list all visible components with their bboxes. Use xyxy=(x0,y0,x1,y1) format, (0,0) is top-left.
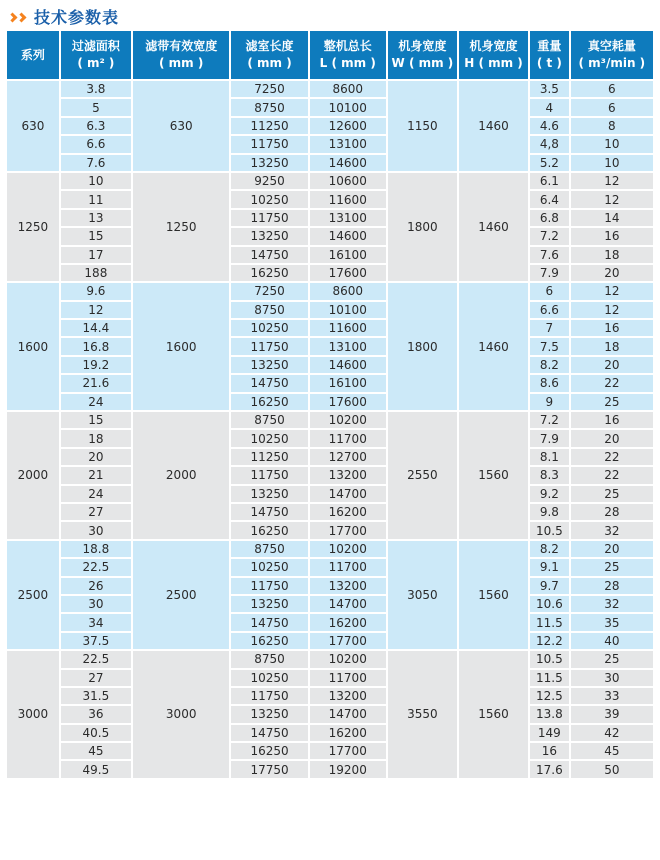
cell-vacuum: 12 xyxy=(570,172,654,190)
cell-body-width-h: 1460 xyxy=(458,80,529,172)
cell-filter-area: 24 xyxy=(60,393,132,411)
cell-total-length: 17600 xyxy=(309,264,387,282)
cell-weight: 10.5 xyxy=(529,521,570,539)
cell-filter-area: 7.6 xyxy=(60,154,132,172)
page-title: 技术参数表 xyxy=(34,8,120,27)
cell-belt-width: 630 xyxy=(132,80,231,172)
cell-series: 3000 xyxy=(6,650,60,779)
cell-filter-area: 10 xyxy=(60,172,132,190)
cell-vacuum: 22 xyxy=(570,374,654,392)
cell-total-length: 13100 xyxy=(309,135,387,153)
double-chevron-icon xyxy=(9,14,27,21)
cell-chamber-length: 13250 xyxy=(230,705,308,723)
header-label: 滤带有效宽度 xyxy=(145,39,218,54)
cell-vacuum: 45 xyxy=(570,742,654,760)
cell-vacuum: 6 xyxy=(570,98,654,116)
table-row xyxy=(6,356,654,374)
cell-chamber-length: 11750 xyxy=(230,577,308,595)
cell-total-length: 8600 xyxy=(309,282,387,300)
cell-weight: 8.3 xyxy=(529,466,570,484)
cell-total-length: 17600 xyxy=(309,393,387,411)
cell-body-width-h: 1460 xyxy=(458,282,529,411)
cell-vacuum: 39 xyxy=(570,705,654,723)
cell-vacuum: 42 xyxy=(570,724,654,742)
table-row xyxy=(6,246,654,264)
cell-chamber-length: 13250 xyxy=(230,356,308,374)
cell-series: 630 xyxy=(6,80,60,172)
header-row xyxy=(6,30,654,80)
cell-vacuum: 33 xyxy=(570,687,654,705)
table-row xyxy=(6,448,654,466)
cell-vacuum: 18 xyxy=(570,337,654,355)
cell-vacuum: 22 xyxy=(570,448,654,466)
table-row xyxy=(6,540,654,558)
cell-filter-area: 11 xyxy=(60,190,132,208)
cell-belt-width: 2000 xyxy=(132,411,231,540)
cell-weight: 6.6 xyxy=(529,301,570,319)
table-row xyxy=(6,319,654,337)
cell-filter-area: 12 xyxy=(60,301,132,319)
cell-chamber-length: 17750 xyxy=(230,760,308,778)
table-row xyxy=(6,117,654,135)
cell-body-width-w: 1800 xyxy=(387,172,458,282)
cell-weight: 8.1 xyxy=(529,448,570,466)
cell-chamber-length: 11250 xyxy=(230,117,308,135)
cell-total-length: 10600 xyxy=(309,172,387,190)
cell-total-length: 13100 xyxy=(309,209,387,227)
cell-vacuum: 30 xyxy=(570,669,654,687)
cell-total-length: 11600 xyxy=(309,319,387,337)
cell-vacuum: 12 xyxy=(570,190,654,208)
table-row xyxy=(6,687,654,705)
cell-filter-area: 13 xyxy=(60,209,132,227)
table-row xyxy=(6,669,654,687)
cell-total-length: 14600 xyxy=(309,356,387,374)
cell-filter-area: 15 xyxy=(60,227,132,245)
cell-chamber-length: 13250 xyxy=(230,227,308,245)
header-unit: L ( mm ) xyxy=(319,56,376,70)
cell-weight: 11.5 xyxy=(529,613,570,631)
table-row xyxy=(6,209,654,227)
cell-chamber-length: 11750 xyxy=(230,135,308,153)
table-row xyxy=(6,411,654,429)
cell-total-length: 17700 xyxy=(309,742,387,760)
cell-total-length: 16100 xyxy=(309,374,387,392)
cell-chamber-length: 11750 xyxy=(230,337,308,355)
table-row xyxy=(6,98,654,116)
cell-weight: 12.5 xyxy=(529,687,570,705)
cell-total-length: 12600 xyxy=(309,117,387,135)
table-row xyxy=(6,760,654,778)
cell-weight: 3.5 xyxy=(529,80,570,98)
cell-vacuum: 18 xyxy=(570,246,654,264)
cell-filter-area: 49.5 xyxy=(60,760,132,778)
cell-filter-area: 30 xyxy=(60,521,132,539)
cell-weight: 149 xyxy=(529,724,570,742)
col-header-body-width-h xyxy=(458,30,529,80)
table-row xyxy=(6,724,654,742)
cell-weight: 10.5 xyxy=(529,650,570,668)
cell-filter-area: 19.2 xyxy=(60,356,132,374)
cell-chamber-length: 11750 xyxy=(230,209,308,227)
table-row xyxy=(6,264,654,282)
cell-chamber-length: 16250 xyxy=(230,393,308,411)
cell-filter-area: 30 xyxy=(60,595,132,613)
cell-filter-area: 37.5 xyxy=(60,632,132,650)
cell-total-length: 10100 xyxy=(309,98,387,116)
cell-filter-area: 5 xyxy=(60,98,132,116)
cell-total-length: 12700 xyxy=(309,448,387,466)
table-row xyxy=(6,301,654,319)
cell-chamber-length: 9250 xyxy=(230,172,308,190)
cell-vacuum: 25 xyxy=(570,650,654,668)
cell-vacuum: 20 xyxy=(570,540,654,558)
cell-vacuum: 22 xyxy=(570,466,654,484)
cell-filter-area: 6.6 xyxy=(60,135,132,153)
cell-weight: 4.6 xyxy=(529,117,570,135)
section-title xyxy=(0,0,660,29)
cell-vacuum: 25 xyxy=(570,558,654,576)
cell-weight: 5.2 xyxy=(529,154,570,172)
cell-weight: 13.8 xyxy=(529,705,570,723)
cell-chamber-length: 8750 xyxy=(230,540,308,558)
cell-filter-area: 16.8 xyxy=(60,337,132,355)
cell-chamber-length: 10250 xyxy=(230,558,308,576)
cell-vacuum: 25 xyxy=(570,393,654,411)
header-unit: ( m² ) xyxy=(77,56,115,70)
cell-weight: 8.6 xyxy=(529,374,570,392)
cell-filter-area: 21.6 xyxy=(60,374,132,392)
header-unit: ( t ) xyxy=(536,56,562,70)
cell-vacuum: 16 xyxy=(570,227,654,245)
cell-vacuum: 12 xyxy=(570,301,654,319)
cell-vacuum: 12 xyxy=(570,282,654,300)
cell-total-length: 11700 xyxy=(309,558,387,576)
cell-total-length: 16100 xyxy=(309,246,387,264)
cell-total-length: 11700 xyxy=(309,429,387,447)
cell-chamber-length: 11750 xyxy=(230,687,308,705)
cell-body-width-w: 3550 xyxy=(387,650,458,779)
cell-total-length: 10100 xyxy=(309,301,387,319)
cell-chamber-length: 13250 xyxy=(230,595,308,613)
cell-filter-area: 22.5 xyxy=(60,558,132,576)
table-row xyxy=(6,154,654,172)
cell-chamber-length: 14750 xyxy=(230,613,308,631)
cell-filter-area: 18.8 xyxy=(60,540,132,558)
cell-filter-area: 31.5 xyxy=(60,687,132,705)
cell-filter-area: 188 xyxy=(60,264,132,282)
header-label: 整机总长 xyxy=(323,39,372,54)
cell-body-width-h: 1560 xyxy=(458,650,529,779)
cell-total-length: 19200 xyxy=(309,760,387,778)
col-header-series xyxy=(6,30,60,80)
cell-weight: 9.7 xyxy=(529,577,570,595)
cell-filter-area: 27 xyxy=(60,669,132,687)
header-unit: ( m³/min ) xyxy=(578,56,646,70)
cell-filter-area: 22.5 xyxy=(60,650,132,668)
cell-chamber-length: 10250 xyxy=(230,319,308,337)
cell-belt-width: 1600 xyxy=(132,282,231,411)
table-row xyxy=(6,429,654,447)
cell-chamber-length: 16250 xyxy=(230,521,308,539)
table-row xyxy=(6,374,654,392)
cell-chamber-length: 8750 xyxy=(230,98,308,116)
table-row xyxy=(6,135,654,153)
header-unit: ( mm ) xyxy=(247,56,292,70)
col-header-total-length xyxy=(309,30,387,80)
cell-filter-area: 9.6 xyxy=(60,282,132,300)
cell-chamber-length: 14750 xyxy=(230,724,308,742)
table-row xyxy=(6,650,654,668)
cell-chamber-length: 10250 xyxy=(230,190,308,208)
table-row xyxy=(6,503,654,521)
cell-chamber-length: 10250 xyxy=(230,429,308,447)
table-row xyxy=(6,466,654,484)
cell-chamber-length: 14750 xyxy=(230,374,308,392)
cell-total-length: 10200 xyxy=(309,540,387,558)
cell-chamber-length: 7250 xyxy=(230,282,308,300)
cell-chamber-length: 8750 xyxy=(230,301,308,319)
cell-filter-area: 6.3 xyxy=(60,117,132,135)
cell-total-length: 14700 xyxy=(309,705,387,723)
cell-weight: 16 xyxy=(529,742,570,760)
cell-total-length: 14600 xyxy=(309,154,387,172)
cell-weight: 7.9 xyxy=(529,429,570,447)
cell-chamber-length: 13250 xyxy=(230,485,308,503)
cell-filter-area: 18 xyxy=(60,429,132,447)
cell-series: 2500 xyxy=(6,540,60,650)
header-label: 机身宽度 xyxy=(398,39,447,54)
cell-weight: 9.8 xyxy=(529,503,570,521)
cell-total-length: 10200 xyxy=(309,650,387,668)
cell-weight: 10.6 xyxy=(529,595,570,613)
cell-chamber-length: 8750 xyxy=(230,411,308,429)
cell-filter-area: 17 xyxy=(60,246,132,264)
cell-filter-area: 24 xyxy=(60,485,132,503)
header-label: 真空耗量 xyxy=(587,39,636,54)
cell-vacuum: 20 xyxy=(570,429,654,447)
cell-weight: 6.1 xyxy=(529,172,570,190)
cell-total-length: 13200 xyxy=(309,577,387,595)
cell-chamber-length: 14750 xyxy=(230,246,308,264)
cell-filter-area: 36 xyxy=(60,705,132,723)
cell-filter-area: 21 xyxy=(60,466,132,484)
cell-filter-area: 45 xyxy=(60,742,132,760)
cell-weight: 7 xyxy=(529,319,570,337)
cell-vacuum: 20 xyxy=(570,356,654,374)
cell-filter-area: 27 xyxy=(60,503,132,521)
col-header-filter-area xyxy=(60,30,132,80)
cell-total-length: 16200 xyxy=(309,613,387,631)
cell-weight: 11.5 xyxy=(529,669,570,687)
col-header-weight xyxy=(529,30,570,80)
cell-weight: 7.6 xyxy=(529,246,570,264)
table-row xyxy=(6,558,654,576)
cell-weight: 4,8 xyxy=(529,135,570,153)
cell-vacuum: 8 xyxy=(570,117,654,135)
cell-weight: 9.1 xyxy=(529,558,570,576)
table-row xyxy=(6,577,654,595)
cell-total-length: 13200 xyxy=(309,687,387,705)
cell-chamber-length: 11750 xyxy=(230,466,308,484)
header-unit: W ( mm ) xyxy=(391,56,454,70)
table-row xyxy=(6,337,654,355)
spec-table xyxy=(5,29,655,780)
table-row xyxy=(6,190,654,208)
header-label: 重量 xyxy=(537,39,562,54)
cell-chamber-length: 14750 xyxy=(230,503,308,521)
table-row xyxy=(6,227,654,245)
col-header-belt-width xyxy=(132,30,231,80)
cell-vacuum: 20 xyxy=(570,264,654,282)
cell-weight: 17.6 xyxy=(529,760,570,778)
cell-weight: 8.2 xyxy=(529,356,570,374)
cell-body-width-w: 1150 xyxy=(387,80,458,172)
cell-body-width-w: 3050 xyxy=(387,540,458,650)
header-label: 机身宽度 xyxy=(469,39,518,54)
cell-weight: 9 xyxy=(529,393,570,411)
cell-filter-area: 3.8 xyxy=(60,80,132,98)
cell-weight: 6.8 xyxy=(529,209,570,227)
table-row xyxy=(6,595,654,613)
cell-chamber-length: 7250 xyxy=(230,80,308,98)
cell-belt-width: 3000 xyxy=(132,650,231,779)
cell-vacuum: 16 xyxy=(570,319,654,337)
header-unit: H ( mm ) xyxy=(464,56,523,70)
header-label: 滤室长度 xyxy=(245,39,294,54)
cell-filter-area: 14.4 xyxy=(60,319,132,337)
cell-filter-area: 15 xyxy=(60,411,132,429)
cell-belt-width: 1250 xyxy=(132,172,231,282)
cell-weight: 8.2 xyxy=(529,540,570,558)
cell-body-width-h: 1560 xyxy=(458,411,529,540)
table-row xyxy=(6,613,654,631)
cell-weight: 9.2 xyxy=(529,485,570,503)
cell-total-length: 17700 xyxy=(309,632,387,650)
cell-chamber-length: 11250 xyxy=(230,448,308,466)
cell-total-length: 14600 xyxy=(309,227,387,245)
cell-body-width-h: 1560 xyxy=(458,540,529,650)
cell-vacuum: 16 xyxy=(570,411,654,429)
cell-total-length: 14700 xyxy=(309,595,387,613)
col-header-vacuum xyxy=(570,30,654,80)
header-unit: ( mm ) xyxy=(159,56,204,70)
col-header-chamber-length xyxy=(230,30,308,80)
table-row xyxy=(6,485,654,503)
cell-series: 1600 xyxy=(6,282,60,411)
cell-total-length: 17700 xyxy=(309,521,387,539)
spec-table-body xyxy=(6,80,654,779)
cell-weight: 7.5 xyxy=(529,337,570,355)
cell-series: 1250 xyxy=(6,172,60,282)
cell-chamber-length: 16250 xyxy=(230,632,308,650)
cell-weight: 4 xyxy=(529,98,570,116)
cell-chamber-length: 16250 xyxy=(230,264,308,282)
cell-filter-area: 34 xyxy=(60,613,132,631)
table-row xyxy=(6,521,654,539)
table-row xyxy=(6,632,654,650)
cell-total-length: 16200 xyxy=(309,503,387,521)
cell-vacuum: 35 xyxy=(570,613,654,631)
table-row xyxy=(6,80,654,98)
cell-vacuum: 10 xyxy=(570,154,654,172)
cell-vacuum: 28 xyxy=(570,577,654,595)
cell-chamber-length: 10250 xyxy=(230,669,308,687)
cell-total-length: 10200 xyxy=(309,411,387,429)
cell-body-width-w: 2550 xyxy=(387,411,458,540)
cell-filter-area: 20 xyxy=(60,448,132,466)
cell-body-width-h: 1460 xyxy=(458,172,529,282)
header-label: 过滤面积 xyxy=(71,39,120,54)
cell-series: 2000 xyxy=(6,411,60,540)
cell-weight: 6.4 xyxy=(529,190,570,208)
cell-vacuum: 32 xyxy=(570,521,654,539)
table-row xyxy=(6,172,654,190)
cell-filter-area: 40.5 xyxy=(60,724,132,742)
table-row xyxy=(6,742,654,760)
table-row xyxy=(6,282,654,300)
cell-weight: 7.2 xyxy=(529,227,570,245)
cell-belt-width: 2500 xyxy=(132,540,231,650)
cell-weight: 12.2 xyxy=(529,632,570,650)
cell-vacuum: 6 xyxy=(570,80,654,98)
cell-total-length: 8600 xyxy=(309,80,387,98)
chevron-icon xyxy=(17,12,27,22)
cell-total-length: 11600 xyxy=(309,190,387,208)
cell-vacuum: 25 xyxy=(570,485,654,503)
table-row xyxy=(6,705,654,723)
cell-weight: 6 xyxy=(529,282,570,300)
cell-filter-area: 26 xyxy=(60,577,132,595)
col-header-body-width-w xyxy=(387,30,458,80)
cell-vacuum: 40 xyxy=(570,632,654,650)
header-label: 系列 xyxy=(20,47,45,62)
cell-vacuum: 32 xyxy=(570,595,654,613)
cell-vacuum: 50 xyxy=(570,760,654,778)
cell-vacuum: 14 xyxy=(570,209,654,227)
cell-total-length: 14700 xyxy=(309,485,387,503)
cell-chamber-length: 8750 xyxy=(230,650,308,668)
cell-vacuum: 10 xyxy=(570,135,654,153)
cell-total-length: 16200 xyxy=(309,724,387,742)
cell-weight: 7.2 xyxy=(529,411,570,429)
cell-weight: 7.9 xyxy=(529,264,570,282)
cell-total-length: 13100 xyxy=(309,337,387,355)
table-row xyxy=(6,393,654,411)
cell-chamber-length: 13250 xyxy=(230,154,308,172)
cell-body-width-w: 1800 xyxy=(387,282,458,411)
cell-total-length: 13200 xyxy=(309,466,387,484)
cell-total-length: 11700 xyxy=(309,669,387,687)
cell-chamber-length: 16250 xyxy=(230,742,308,760)
cell-vacuum: 28 xyxy=(570,503,654,521)
